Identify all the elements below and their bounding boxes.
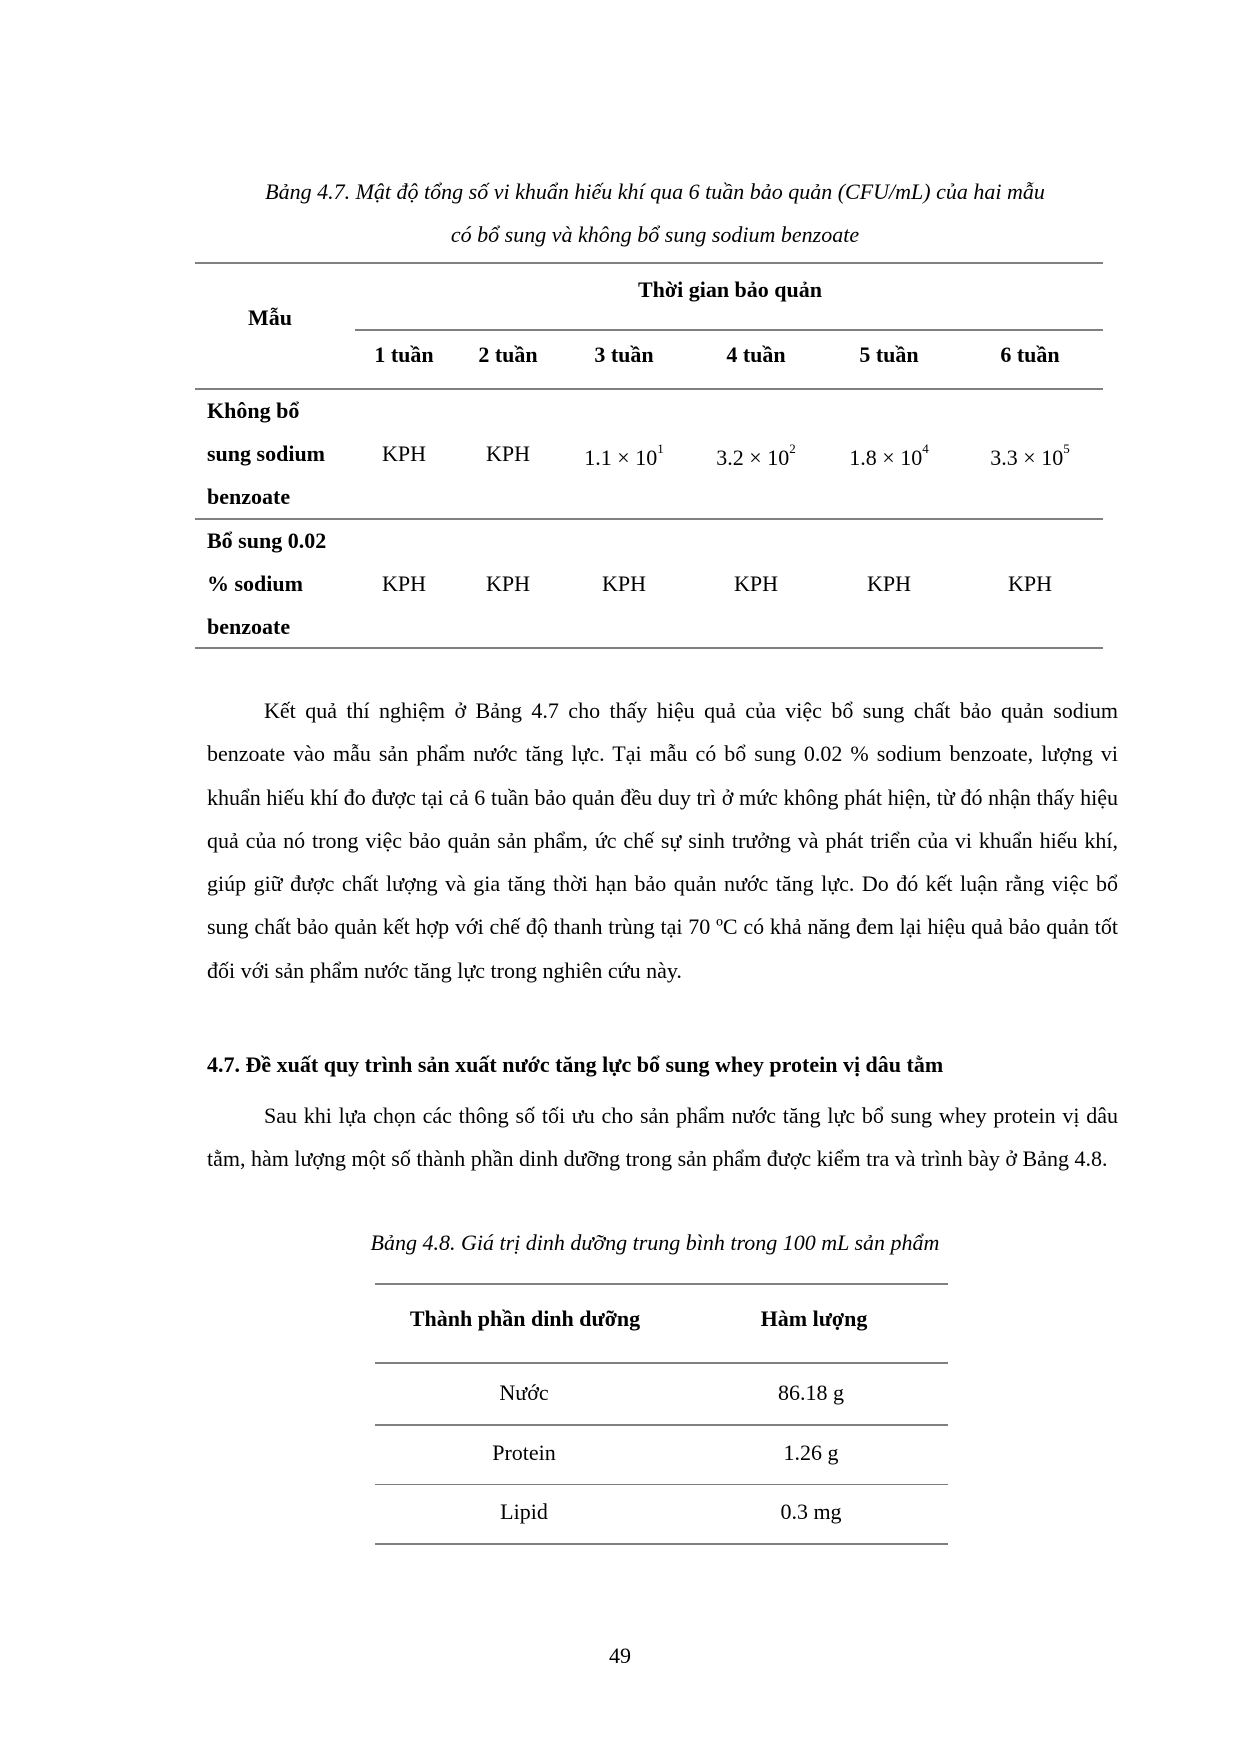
page-number: 49 (609, 1643, 631, 1668)
header-week-1: 1 tuần (374, 342, 434, 367)
nutrient-amount: 1.26 g (783, 1440, 839, 1465)
header-bottom-rule (375, 1362, 948, 1364)
header-week-6: 6 tuần (1000, 342, 1060, 367)
row-divider (195, 518, 1103, 520)
row-label-line: Không bổ (207, 398, 300, 423)
row-label-line: Bổ sung 0.02 (207, 528, 327, 553)
header-week-4: 4 tuần (726, 342, 786, 367)
nutrient-amount: 86.18 g (778, 1380, 844, 1405)
row-divider (375, 1424, 948, 1426)
header-amount: Hàm lượng (760, 1306, 868, 1331)
table-bottom-rule (375, 1543, 948, 1545)
cell-value: $1.8 \times 10^4$ (849, 441, 929, 470)
header-week-2: 2 tuần (478, 342, 538, 367)
header-bottom-rule (195, 388, 1103, 390)
table-4-7-caption-line-2: có bổ sung và không bổ sung sodium benzoate (450, 222, 860, 247)
section-heading-4-7: 4.7. Đề xuất quy trình sản xuất nước tăng lực bổ sung whey protein vị dâu tằm (207, 1052, 944, 1077)
cell-value: KPH (733, 571, 779, 596)
table-top-rule (375, 1283, 948, 1285)
header-storage-time: Thời gian bảo quản (638, 277, 822, 302)
header-group-rule (355, 329, 1103, 331)
header-week-3: 3 tuần (594, 342, 654, 367)
row-divider (375, 1484, 948, 1485)
table-4-7-caption-line-1: Bảng 4.7. Mật độ tổng số vi khuẩn hiếu khí qua 6 tuần bảo quản (CFU/mL) của hai mẫu (265, 179, 1045, 204)
header-sample: Mẫu (248, 305, 292, 330)
row-label-line: sung sodium (207, 441, 326, 466)
body-paragraph-results: Kết quả thí nghiệm ở Bảng 4.7 cho thấy hiệu quả của việc bổ sung chất bảo quản sodium benzoate vào mẫu sản phẩm nước tăng lực. Tại mẫu có bổ sung 0.02 % sodium benzoate, lượng vi khuẩn hiếu khí đo được tại cả 6 tuần bảo quản đều duy trì ở mức không phát hiện, từ đó nhận thấy hiệu quả của nó trong việc bảo quản sản phẩm, ức chế sự sinh trưởng và phát triển của vi khuẩn hiếu khí, giúp giữ được chất lượng và gia tăng thời hạn bảo quản nước tăng lực. Do đó kết luận rằng việc bổ sung chất bảo quản kết hợp với chế độ thanh trùng tại 70 ºC có khả năng đem lại hiệu quả bảo quản tốt đối với sản phẩm nước tăng lực trong nghiên cứu này. (207, 698, 1118, 983)
header-week-5: 5 tuần (859, 342, 919, 367)
cell-value: KPH (485, 571, 531, 596)
cell-value: KPH (381, 441, 427, 466)
cell-value: KPH (601, 571, 647, 596)
nutrient-amount: 0.3 mg (780, 1499, 842, 1524)
nutrient-name: Protein (492, 1440, 556, 1465)
header-nutrient: Thành phần dinh dưỡng (409, 1306, 641, 1331)
cell-value: KPH (1007, 571, 1053, 596)
row-label-line: benzoate (207, 614, 291, 639)
cell-value: KPH (381, 571, 427, 596)
body-paragraph-nutrition: Sau khi lựa chọn các thông số tối ưu cho sản phẩm nước tăng lực bổ sung whey protein vị dâu tằm, hàm lượng một số thành phần dinh dưỡng trong sản phẩm được kiểm tra và trình bày ở Bảng 4.8. (207, 1103, 1118, 1172)
table-bottom-rule (195, 647, 1103, 649)
cell-value: KPH (866, 571, 912, 596)
row-label-line: % sodium (207, 571, 303, 596)
table-top-rule (195, 262, 1103, 264)
table-4-8-caption: Bảng 4.8. Giá trị dinh dưỡng trung bình trong 100 mL sản phẩm (370, 1230, 940, 1255)
nutrient-name: Nước (499, 1380, 549, 1405)
cell-value: KPH (485, 441, 531, 466)
row-label-line: benzoate (207, 484, 291, 509)
cell-value: $3.2 \times 10^2$ (716, 441, 796, 470)
nutrient-name: Lipid (500, 1499, 548, 1524)
cell-value: $1.1 \times 10^1$ (584, 441, 664, 470)
cell-value: $3.3 \times 10^5$ (990, 441, 1070, 470)
